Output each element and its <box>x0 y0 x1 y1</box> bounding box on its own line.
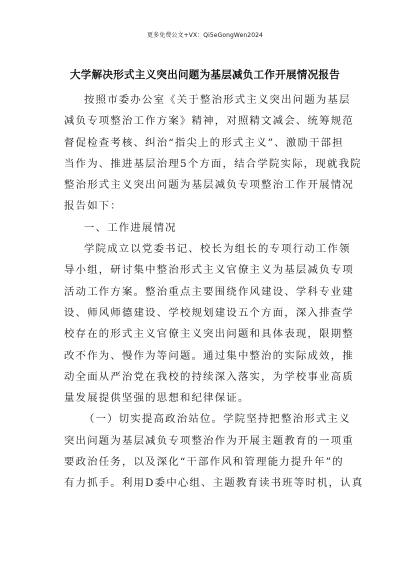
body-line: 量发展提供坚强的思想和纪律保证。 <box>64 392 250 405</box>
body-line: 设、师风师德建设、学校规划建设五个方面，深入排查学 <box>64 306 354 319</box>
body-line: 改不作为、慢作为等问题。通过集中整治的实际成效，推 <box>64 349 354 362</box>
body-line: 动全面从严治党在我校的持续深入落实，为学校事业高质 <box>64 370 354 383</box>
body-line: （一）切实提高政治站位。学院坚持把整治形式主义 <box>84 413 351 426</box>
body-line: 校存在的形式主义官僚主义突出问题和具体表现，限期整 <box>64 328 354 341</box>
header-note: 更多免费公文+VX：Qi5eGongWen2024 <box>147 32 263 39</box>
body-line: 按照市委办公室《关于整治形式主义突出问题为基层 <box>84 94 351 106</box>
body-line: 活动工作方案。整治重点主要围绕作风建设、学科专业建 <box>64 285 354 298</box>
body-line: 要政治任务，以及深化“干部作风和管理能力提升年”的 <box>64 456 344 469</box>
body-line: 当作为、推进基层治理5个方面，结合学院实际，现就我院 <box>64 157 362 170</box>
document-title: 大学解决形式主义突出问题为基层减负工作开展情况报告 <box>70 69 340 81</box>
body-line: 有力抓手。利用D委中心组、主题教育读书班等时机，认真 <box>64 477 364 490</box>
body-line: 导小组，研讨集中整治形式主义官僚主义为基层减负专项 <box>64 264 354 277</box>
body-line: 学院成立以党委书记、校长为组长的专项行动工作领 <box>84 243 351 256</box>
body-line: 报告如下： <box>64 200 122 213</box>
body-line: 突出问题为基层减负专项整治作为开展主题教育的一项重 <box>64 434 354 447</box>
document-body <box>64 90 364 495</box>
body-line: 减负专项整治工作方案》精神，对照精文减会、统筹规范 <box>64 115 354 128</box>
body-line: 督促检查考核、纠治“指尖上的形式主义”、激励干部担 <box>64 136 344 149</box>
body-line: 一、工作进展情况 <box>84 221 177 234</box>
body-line: 整治形式主义突出问题为基层减负专项整治工作开展情况 <box>64 179 354 192</box>
